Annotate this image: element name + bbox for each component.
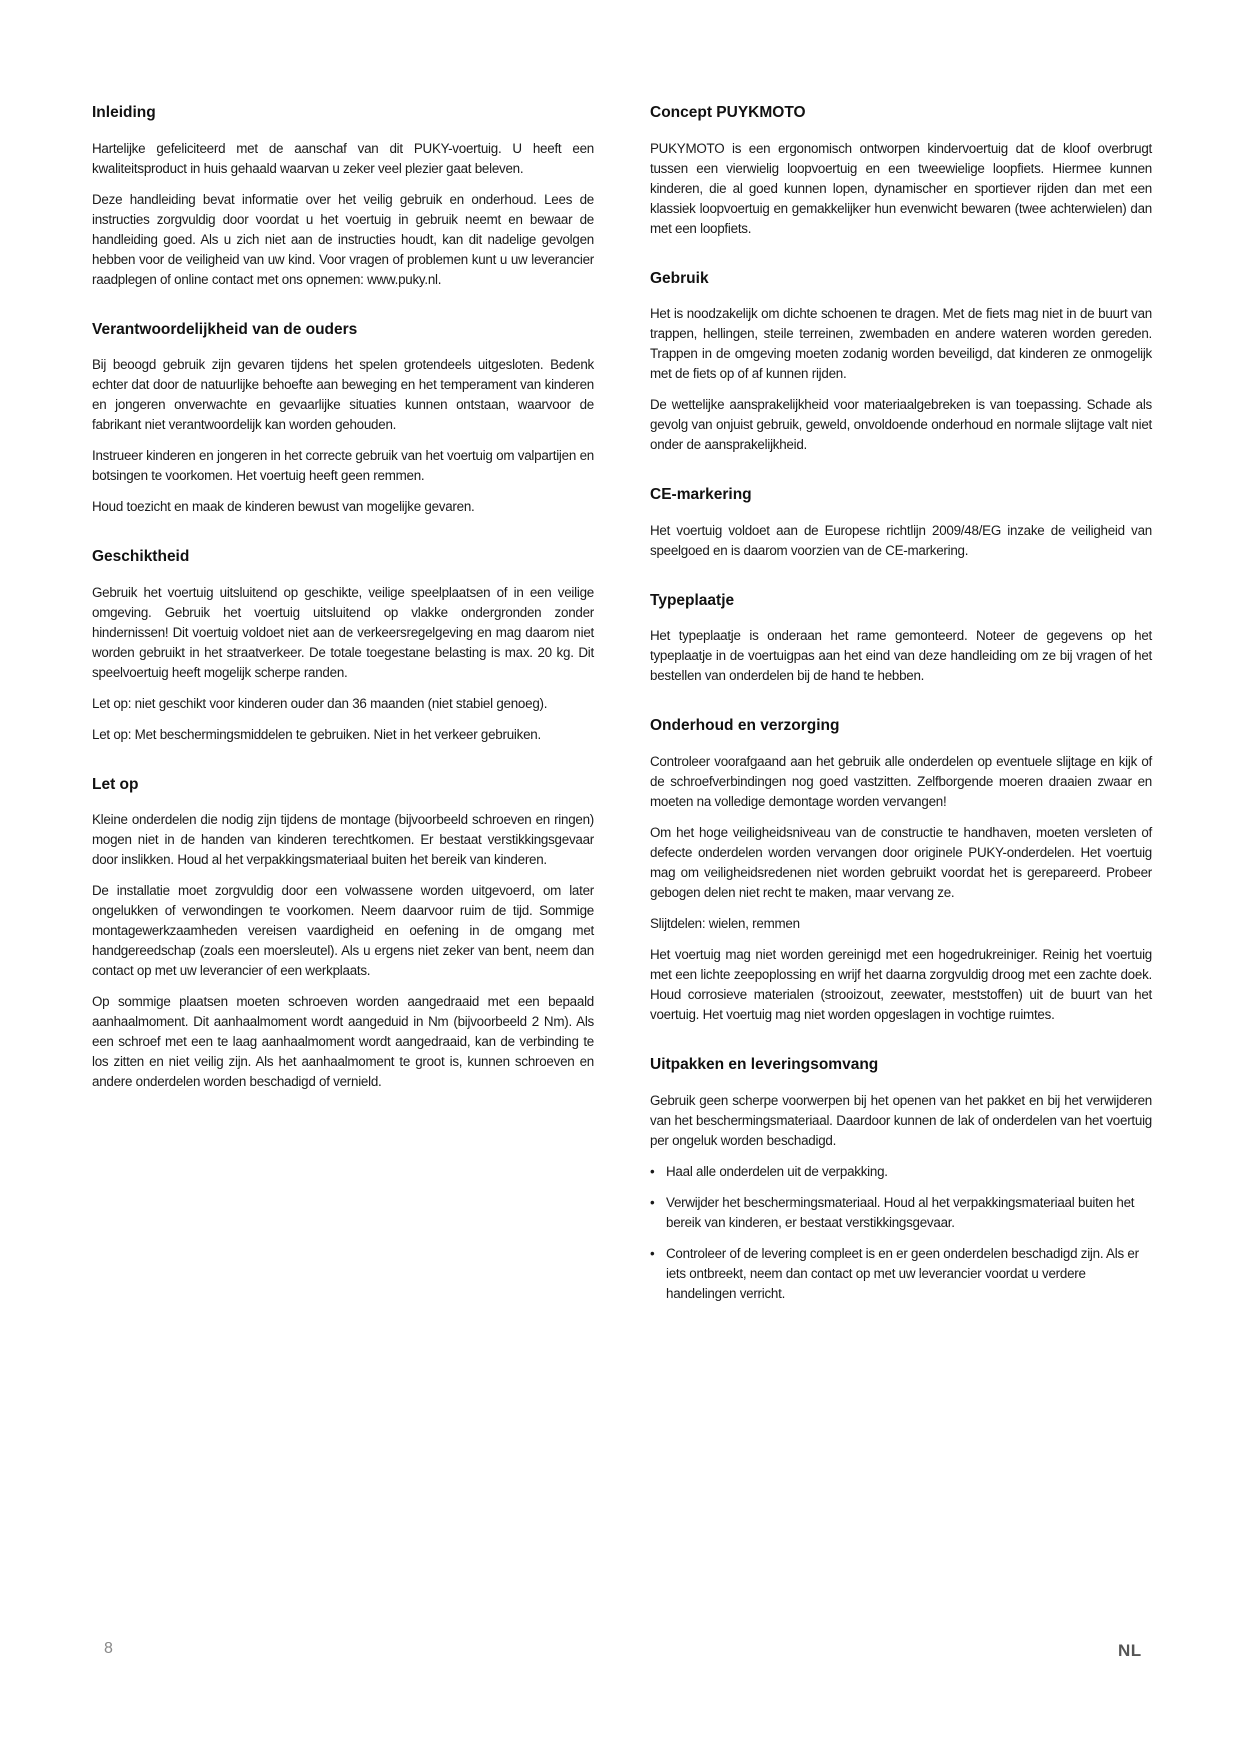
paragraph: Om het hoge veiligheidsniveau van de constructie te handhaven, moeten versleten of defecte onderdelen worden vervangen door originele PUKY-onderdelen. Het voertuig mag om veiligheidsredenen niet worden gebruikt voordat het is gerepareerd. Probeer gebogen delen niet recht te maken, maar vervang ze. [650, 824, 1152, 900]
paragraph: Op sommige plaatsen moeten schroeven worden aangedraaid met een bepaald aanhaalmoment. Dit aanhaalmoment wordt aangeduid in Nm (bijvoorbeeld 2 Nm). Als een schroef met een te laag aanhaalmoment wordt aangedraaid, kan de verbinding te los zitten en niet veilig zijn. Als het aanhaalmoment te groot is, kunnen schroeven en andere onderdelen worden beschadigd of vernield. [92, 994, 594, 1090]
section-ce-markering [650, 486, 1152, 561]
paragraph: Houd toezicht en maak de kinderen bewust van mogelijke gevaren. [92, 499, 475, 515]
paragraph: Bij beoogd gebruik zijn gevaren tijdens het spelen grotendeels uitgesloten. Bedenk echter dat door de natuurlijke behoefte aan beweging en het temperament van kinderen en jongeren onverwachte en gevaarlijke situaties kunnen ontstaan, waarvoor de fabrikant niet verantwoordelijk kan worden gehouden. [92, 357, 594, 433]
section-uitpakken [650, 1056, 1152, 1304]
section-inleiding [92, 104, 594, 290]
list-item [650, 1193, 1152, 1233]
section-verantwoordelijkheid [92, 321, 594, 518]
paragraph: Gebruik geen scherpe voorwerpen bij het openen van het pakket en bij het verwijderen van het beschermingsmateriaal. Daardoor kunnen de lak of onderdelen van het voertuig per ongeluk worden beschadigd. [650, 1092, 1152, 1148]
left-column [92, 104, 594, 1123]
section-title: Let op [92, 775, 139, 793]
section-title: Uitpakken en leveringsomvang [650, 1055, 879, 1073]
language-code: NL [1118, 1641, 1142, 1660]
section-typeplaatje [650, 592, 1152, 687]
paragraph: Het typeplaatje is onderaan het rame gemonteerd. Noteer de gegevens op het typeplaatje in de voertuigpas aan het eind van deze handleiding om ze bij vragen of het bestellen van onderdelen bij de hand te hebben. [650, 628, 1152, 684]
paragraph: De installatie moet zorgvuldig door een volwassene worden uitgevoerd, om later ongelukken of verwondingen te voorkomen. Neem daarvoor ruim de tijd. Sommige montagewerkzaamheden vereisen vaardigheid en oefening in de omgang met handgereedschap (zoals een moersleutel). Als u ergens niet zeker van bent, neem dan contact op met uw leverancier of een werkplaats. [92, 883, 594, 979]
page-number: 8 [104, 1640, 113, 1657]
section-title: Inleiding [92, 104, 156, 121]
paragraph: De wettelijke aansprakelijkheid voor materiaalgebreken is van toepassing. Schade als gevolg van onjuist gebruik, geweld, onvoldoende onderhoud en normale slijtage valt niet onder de aansprakelijkheid. [650, 397, 1152, 453]
paragraph: Deze handleiding bevat informatie over het veilig gebruik en onderhoud. Lees de instructies zorgvuldig door voordat u het voertuig in gebruik neemt en bewaar de handleiding goed. Als u zich niet aan de instructies houdt, kan dit nadelige gevolgen hebben voor de veiligheid van uw kind. Voor vragen of problemen kunt u uw leverancier raadplegen of online contact met ons opnemen: www.puky.nl. [92, 191, 594, 287]
list-item-text: Haal alle onderdelen uit de verpakking. [666, 1163, 888, 1179]
paragraph: Controleer voorafgaand aan het gebruik alle onderdelen op eventuele slijtage en kijk of de schroefverbindingen nog goed vastzitten. Zelfborgende moeren draaien zwaar en moeten na volledige demontage worden vervangen! [650, 753, 1152, 809]
paragraph: Gebruik het voertuig uitsluitend op geschikte, veilige speelplaatsen of in een veilige omgeving. Gebruik het voertuig uitsluitend op vlakke ondergronden zonder hindernissen! Dit voertuig voldoet niet aan de verkeersregelgeving en mag daarom niet worden gebruikt in het straatverkeer. De totale toegestane belasting is max. 20 kg. Dit speelvoertuig heeft mogelijk scherpe randen. [92, 584, 594, 680]
list-item-text: Verwijder het beschermingsmateriaal. Houd al het verpakkingsmateriaal buiten het bereik van kinderen, er bestaat verstikkingsgevaar. [666, 1194, 1135, 1230]
paragraph: Het voertuig voldoet aan de Europese richtlijn 2009/48/EG inzake de veiligheid van speelgoed en is daarom voorzien van de CE-markering. [650, 522, 1152, 558]
section-geschiktheid [92, 548, 594, 745]
section-title: Concept PUYKMOTO [650, 104, 806, 121]
paragraph: Kleine onderdelen die nodig zijn tijdens de montage (bijvoorbeeld schroeven en ringen) mogen niet in de handen van kinderen terechtkomen. Er bestaat verstikkingsgevaar door inslikken. Houd al het verpakkingsmateriaal buiten het bereik van kinderen. [92, 812, 594, 868]
paragraph: Instrueer kinderen en jongeren in het correcte gebruik van het voertuig om valpartijen en botsingen te voorkomen. Het voertuig heeft geen remmen. [92, 448, 594, 484]
section-onderhoud [650, 717, 1152, 1025]
bullet-icon: • [650, 1194, 655, 1210]
paragraph: Slijtdelen: wielen, remmen [650, 915, 800, 931]
right-column [650, 104, 1152, 1335]
paragraph: Let op: niet geschikt voor kinderen ouder dan 36 maanden (niet stabiel genoeg). [92, 695, 548, 711]
section-title: Typeplaatje [650, 591, 735, 609]
paragraph: Hartelijke gefeliciteerd met de aanschaf van dit PUKY-voertuig. U heeft een kwaliteitsproduct in huis gehaald waarvan u zeker veel plezier gaat beleven. [92, 140, 594, 176]
section-title: Gebruik [650, 269, 709, 287]
paragraph: Het is noodzakelijk om dichte schoenen te dragen. Met de fiets mag niet in de buurt van trappen, hellingen, steile terreinen, zwembaden en andere wateren worden gereden. Trappen in de omgeving moeten zodanig worden beveiligd, dat kinderen ze onmogelijk met de fiets op of af kunnen rijden. [650, 306, 1152, 382]
list-item [650, 1162, 1152, 1182]
section-title: Onderhoud en verzorging [650, 717, 840, 735]
section-concept [650, 104, 1152, 239]
paragraph: Het voertuig mag niet worden gereinigd met een hogedrukreiniger. Reinig het voertuig met een lichte zeepoplossing en wrijf het daarna zorgvuldig droog met een zachte doek. Houd corrosieve materialen (strooizout, zeewater, meststoffen) uit de buurt van het voertuig. Het voertuig mag niet worden opgeslagen in vochtige ruimtes. [650, 946, 1152, 1022]
bullet-list [650, 1162, 1152, 1304]
paragraph: Let op: Met beschermingsmiddelen te gebruiken. Niet in het verkeer gebruiken. [92, 726, 541, 742]
section-title: Verantwoordelijkheid van de ouders [92, 320, 358, 338]
bullet-icon: • [650, 1245, 655, 1261]
section-let-op [92, 776, 594, 1093]
list-item-text: Controleer of de levering compleet is en er geen onderdelen beschadigd zijn. Als er iets ontbreekt, neem dan contact op met uw leverancier voordat u verdere handelingen verricht. [666, 1245, 1139, 1301]
section-title: CE-markering [650, 486, 752, 504]
paragraph: PUKYMOTO is een ergonomisch ontworpen kindervoertuig dat de kloof overbrugt tussen een vierwielig loopvoertuig en een tweewielige loopfiets. Hiermee kunnen kinderen, die al goed kunnen lopen, dynamischer en sportiever rijden dan met een klassiek loopvoertuig en gemakkelijker hun evenwicht bewaren (twee achterwielen) dan met een loopfiets. [650, 140, 1152, 236]
section-gebruik [650, 270, 1152, 456]
list-item [650, 1244, 1152, 1304]
bullet-icon: • [650, 1163, 655, 1179]
section-title: Geschiktheid [92, 548, 190, 566]
